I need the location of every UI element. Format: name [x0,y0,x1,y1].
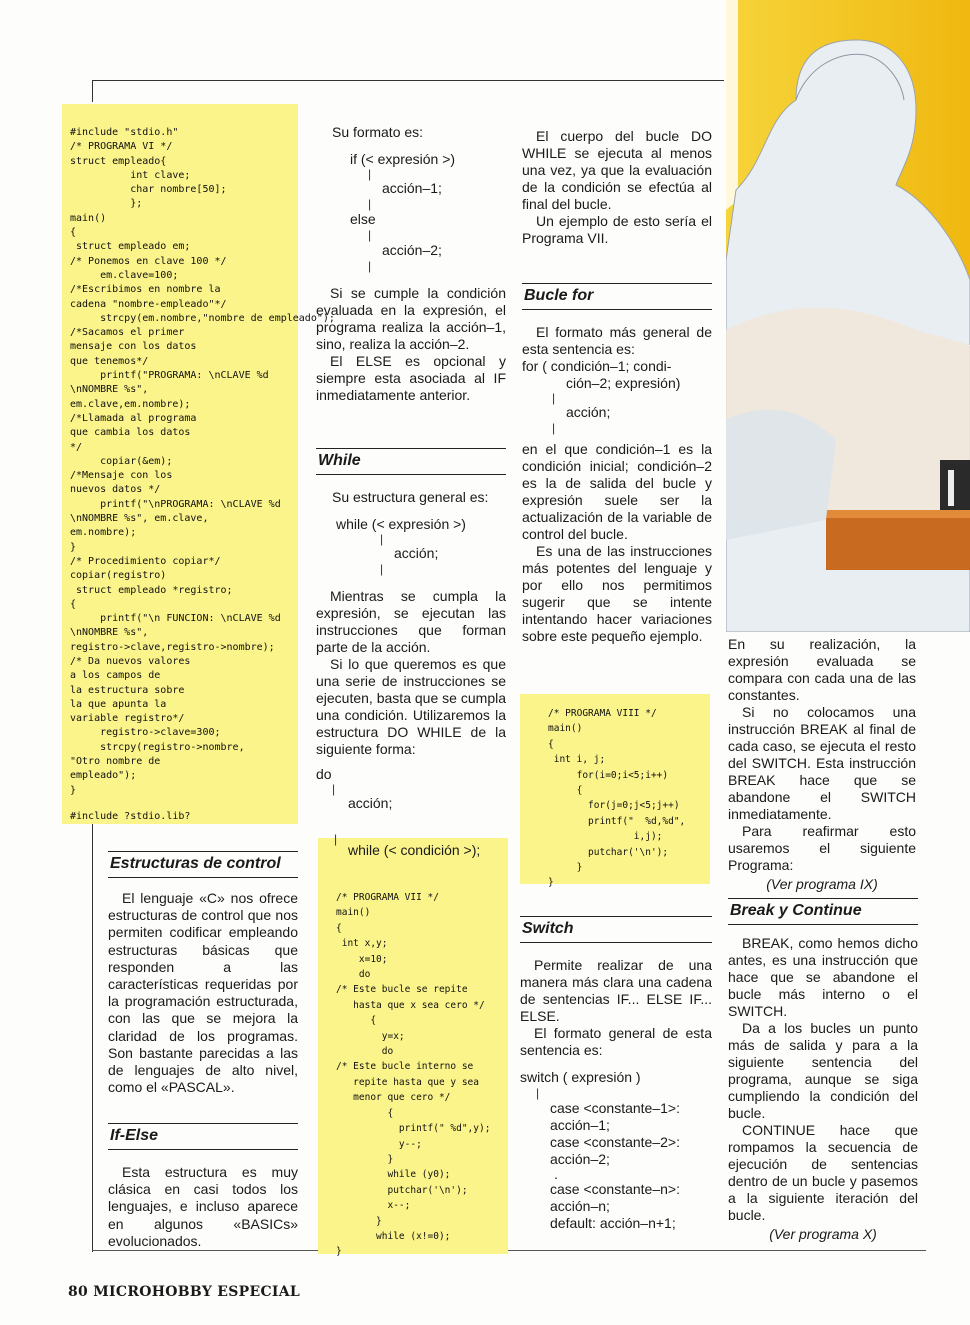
accion-2: acción–2; [382,242,442,258]
switch-paragraph-1: Permite realizar de una manera más clara una cadena de sentencias IF... ELSE IF... ELSE. [520,957,712,1024]
for-line-1: for ( condición–1; condi- [522,358,672,374]
dowhile-paragraph-1: El cuerpo del bucle DO WHILE se ejecuta al menos una vez, ya que la evaluación de la condición se efectúa al final del bucle. [522,128,712,212]
flow-tick: | [368,167,372,181]
flow-tick: | [536,1086,540,1100]
do-accion: acción; [348,795,393,811]
do-line: do [316,766,332,782]
heading-for: Bucle for [522,283,712,310]
formato-label: Su formato es: [332,124,424,140]
switch-paragraph-5: Para reafirmar esto usaremos el siguiente Programa: [728,823,916,873]
flow-tick: | [368,228,372,242]
case-1: case <constante–1>: [550,1100,680,1116]
if-line: if (< expresión >) [350,151,456,167]
heading-switch: Switch [520,916,712,943]
program-viii-code: /* PROGRAMA VIII */ main() { int i, j; for(i=0;i<5;i++) { for(j=0;j<5;j++) printf(" %d,%d", i,j); putchar('\n'); } } [548,708,686,889]
default-case: default: acción–n+1; [550,1215,676,1231]
break-paragraph-2: Da a los bucles un punto más de salida y para a la siguiente sentencia del programa, aunque se siga cumpliendo la condición del bucle. [728,1020,918,1121]
flow-tick: | [368,197,372,211]
flow-tick: | [552,391,556,405]
flow-tick: | [368,259,372,273]
while-accion: acción; [394,545,439,561]
bottom-rule [92,1250,926,1251]
ifelse-text: Esta estructura es muy clásica en casi todos los lenguajes, e incluso aparece en algunos «BASICs» evolucionados. [108,1164,298,1249]
while-intro: Su estructura general es: [332,489,489,505]
if-paragraph-1: Si se cumple la condición evaluada en la expresión, el programa realiza la acción–1, sino, realiza la acción–2. [316,285,506,352]
section-while [316,448,506,812]
program-vii-code: /* PROGRAMA VII */ main() { int x,y; x=10; do /* Este bucle se repite hasta que x sea cero */ { y=x; do /* Este bucle interno se repite hasta que y sea menor que cero */ { printf(" %d",y); y--; } while (y0); putchar('\n'); x--; } while (x!=0); } [336,892,491,1258]
column-2 [316,124,506,404]
flow-tick: | [552,421,556,435]
for-intro: El formato más general de esta sentencia es: [522,324,712,357]
ref-program-ix: (Ver programa IX) [766,876,878,892]
for-line-2: ción–2; expresión) [566,375,681,391]
heading-ifelse: If-Else [108,1123,298,1150]
case-2: case <constante–2>: [550,1134,680,1150]
for-paragraph-2: Es una de las instrucciones más potentes del lenguaje y por ello nos permitimos sugerir que se intente intentando hacer variaciones sobre este pequeño ejemplo. [522,543,712,644]
case-ellipsis: . [554,1166,558,1182]
left-rule-bottom [92,822,93,1252]
for-accion: acción; [566,404,611,420]
illustration-programmer [726,0,970,632]
section-break [728,898,918,1242]
break-paragraph-1: BREAK, como hemos dicho antes, es una instrucción que hace que se abandone el bucle más interno o el SWITCH. [728,935,918,1019]
switch-paragraph-4: Si no colocamos una instrucción BREAK al final de cada caso, se ejecuta el resto del SWITCH. Esta instrucción BREAK hace que se abandone el SWITCH inmediatamente. [728,704,916,822]
section-for [522,283,712,645]
top-rule [92,80,724,81]
dowhile-paragraph-2: Un ejemplo de esto sería el Programa VII. [522,213,712,246]
case-2-action: acción–2; [550,1151,610,1167]
ref-program-x: (Ver programa X) [769,1226,877,1242]
break-paragraph-3: CONTINUE hace que rompamos la secuencia de ejecución de sentencias dentro de un bucle y pasemos a la siguiente iteración del bucle. [728,1122,918,1223]
switch-line: switch ( expresión ) [520,1069,641,1085]
column-3 [522,128,712,247]
flow-tick: | [380,532,384,546]
case-n-action: acción–n; [550,1198,610,1214]
program-vi-tail: #include ?stdio.lib? [70,811,191,822]
heading-while: While [316,448,506,475]
program-vi-box [62,104,335,824]
while-paragraph-2: Si lo que queremos es que una serie de instrucciones se ejecuten, basta que se cumpla una condición. Utilizaremos la estructura DO WHILE de la siguiente forma: [316,656,506,757]
flow-tick: | [334,832,338,846]
switch-paragraph-2: El formato general de esta sentencia es: [520,1025,712,1058]
flow-tick: | [380,562,384,576]
section-estructuras [108,851,298,1096]
heading-break: Break y Continue [728,898,918,925]
switch-paragraph-3: En su realización, la expresión evaluada se compara con cada una de las constantes. [728,636,916,703]
do-while-line: while (< condición >); [348,842,481,858]
section-switch [520,916,712,1232]
column-4 [728,636,916,892]
flow-tick: | [332,782,336,796]
page-footer: 80 MICROHOBBY ESPECIAL [68,1284,301,1300]
while-paragraph-1: Mientras se cumpla la expresión, se ejecutan las instrucciones que forman parte de la acción. [316,588,506,655]
heading-estructuras: Estructuras de control [108,851,298,878]
if-paragraph-2: El ELSE es opcional y siempre esta asociada al IF inmediatamente anterior. [316,353,506,403]
section-ifelse [108,1123,298,1250]
program-vi-code: #include "stdio.h" /* PROGRAMA VI */ struct empleado{ int clave; char nombre[50]; }; main() { struct empleado em; /* Ponemos en clave 100 */ em.clave=100; /*Escribimos en nombre la cadena "nombre-empleado"*/ strcpy(em.nombre,"nombre de empleado"); /*Sacamos el primer mensaje con los datos que tenemos*/ printf("PROGRAMA: \nCLAVE %d \nNOMBRE %s", em.clave,em.nombre); /*Llamada al programa que cambia los datos */ copiar(&em); /*Mensaje con los nuevos datos */ printf("\nPROGRAMA: \nCLAVE %d \nNOMBRE %s", em.clave, em.nombre); } /* Procedimiento copiar*/ copiar(registro) struct empleado *registro; { printf("\n FUNCION: \nCLAVE %d \nNOMBRE %s", registro->clave,registro->nombre); /* Da nuevos valores a los campos de la estructura sobre la que apunta la variable registro*/ registro->clave=300; strcpy(registro->nombre, "Otro nombre de empleado"); } [70,127,335,796]
program-vii-box [318,832,508,1258]
case-n: case <constante–n>: [550,1181,680,1197]
else-line: else [350,211,376,227]
estructuras-text: El lenguaje «C» nos ofrece estructuras de control que nos permiten codificar empleando estructuras básicas que responden a las características requeridas por la programación estructurada, con las que se mejora la claridad de los programas. Son bastante parecidas a las de lenguajes de alto nivel, como el «PASCAL». [108,890,298,1096]
accion-1: acción–1; [382,180,442,196]
left-rule-top [92,80,93,102]
while-line: while (< expresión >) [336,516,466,532]
program-viii-box [520,694,710,889]
case-1-action: acción–1; [550,1117,610,1133]
for-paragraph-1: en el que condición–1 es la condición inicial; condición–2 es la de salida del bucle y expresión suele ser la actualización de la variable de control del bucle. [522,441,712,542]
